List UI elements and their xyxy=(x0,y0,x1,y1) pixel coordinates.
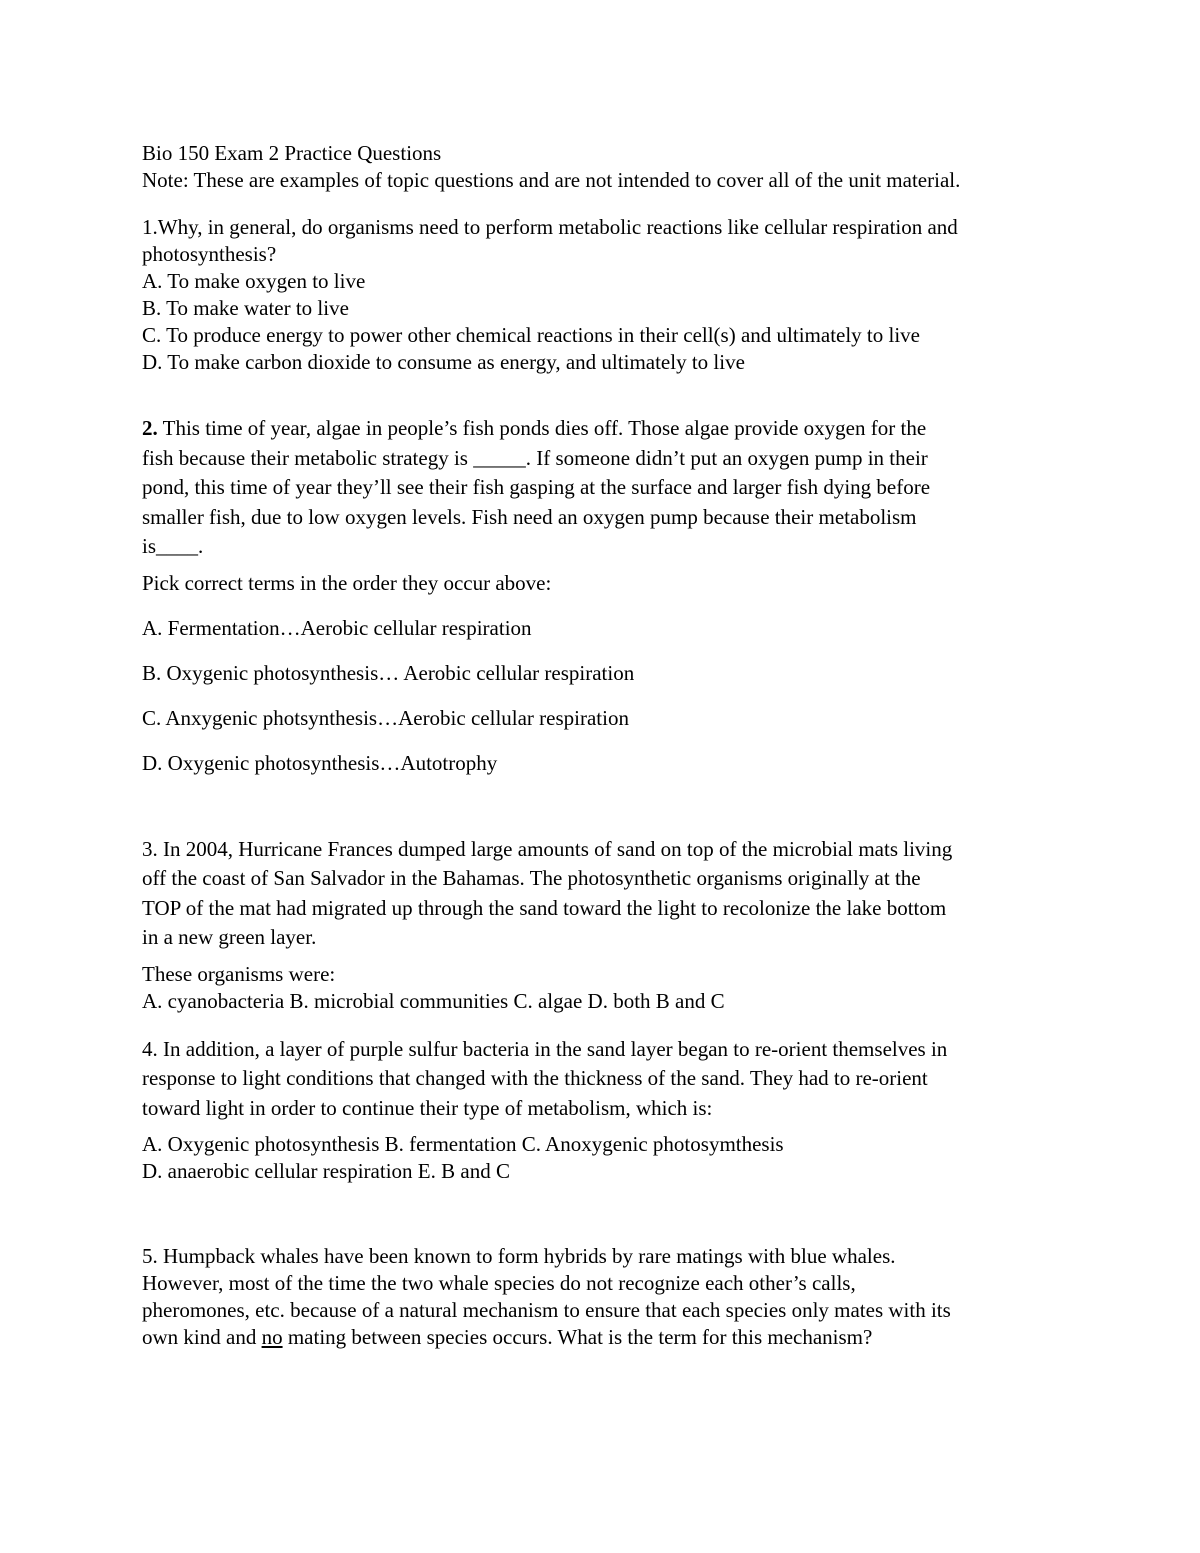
question-3 xyxy=(142,835,1082,1015)
document-title: Bio 150 Exam 2 Practice Questions xyxy=(142,141,442,165)
question-5 xyxy=(142,1243,1082,1351)
question-5-text-line-1: 5. Humpback whales have been known to form hybrids by rare matings with blue whales. xyxy=(142,1244,896,1268)
question-2-option-a: A. Fermentation…Aerobic cellular respiration xyxy=(142,615,532,640)
question-2 xyxy=(142,414,1082,777)
question-5-underlined-no: no xyxy=(261,1325,283,1349)
question-1-option-b: B. To make water to live xyxy=(142,296,349,320)
question-5-line-4-post: mating between species occurs. What is the term for this mechanism? xyxy=(282,1325,873,1349)
question-1-option-d: D. To make carbon dioxide to consume as energy, and ultimately to live xyxy=(142,350,745,374)
question-4-text-line-2: response to light conditions that changed with the thickness of the sand. They had to re-orient xyxy=(142,1066,928,1090)
question-5-text-line-4 xyxy=(142,1324,1082,1351)
question-2-option-b: B. Oxygenic photosynthesis… Aerobic cellular respiration xyxy=(142,660,635,685)
document-note: Note: These are examples of topic questions and are not intended to cover all of the unit material. xyxy=(142,168,961,192)
question-1-option-c: C. To produce energy to power other chemical reactions in their cell(s) and ultimately to live xyxy=(142,323,921,347)
question-2-text-line-1-body: This time of year, algae in people’s fish ponds dies off. Those algae provide oxygen for the xyxy=(157,416,927,440)
question-3-text-line-4: in a new green layer. xyxy=(142,925,317,949)
question-2-text-line-3: pond, this time of year they’ll see their fish gasping at the surface and larger fish dying before xyxy=(142,475,931,499)
question-4-options-line-2: D. anaerobic cellular respiration E. B and C xyxy=(142,1159,510,1183)
question-2-option-c: C. Anxygenic photsynthesis…Aerobic cellular respiration xyxy=(142,705,629,730)
question-4-text-line-3: toward light in order to continue their type of metabolism, which is: xyxy=(142,1095,713,1120)
question-2-text-line-2: fish because their metabolic strategy is _____. If someone didn’t put an oxygen pump in their xyxy=(142,445,928,470)
question-3-text-line-3: TOP of the mat had migrated up through the sand toward the light to recolonize the lake bottom xyxy=(142,895,947,920)
question-1-option-a: A. To make oxygen to live xyxy=(142,269,366,293)
question-3-prompt: These organisms were: xyxy=(142,961,336,986)
question-5-text-line-3: pheromones, etc. because of a natural mechanism to ensure that each species only mates with its xyxy=(142,1298,951,1322)
question-2-option-d: D. Oxygenic photosynthesis…Autotrophy xyxy=(142,750,498,775)
document-page xyxy=(142,140,1082,1351)
question-5-line-4-pre: own kind and xyxy=(142,1325,262,1349)
question-3-text-line-1: 3. In 2004, Hurricane Frances dumped large amounts of sand on top of the microbial mats living xyxy=(142,836,953,861)
question-5-text-line-2: However, most of the time the two whale species do not recognize each other’s calls, xyxy=(142,1271,856,1295)
question-2-number: 2. xyxy=(142,416,158,440)
question-4-text-line-1: 4. In addition, a layer of purple sulfur bacteria in the sand layer began to re-orient themselves in xyxy=(142,1036,948,1061)
question-2-prompt: Pick correct terms in the order they occur above: xyxy=(142,570,552,595)
question-2-text-line-1 xyxy=(142,414,1082,444)
question-4 xyxy=(142,1035,1082,1186)
question-1 xyxy=(142,214,1082,376)
question-3-text-line-2: off the coast of San Salvador in the Bahamas. The photosynthetic organisms originally at the xyxy=(142,866,921,890)
question-1-text-line-1: 1.Why, in general, do organisms need to perform metabolic reactions like cellular respiration and xyxy=(142,215,958,239)
question-4-options-line-1: A. Oxygenic photosynthesis B. fermentation C. Anoxygenic photosymthesis xyxy=(142,1132,784,1156)
question-2-text-line-5: is____. xyxy=(142,534,204,558)
question-2-text-line-4: smaller fish, due to low oxygen levels. Fish need an oxygen pump because their metabolism xyxy=(142,504,917,529)
question-1-text-line-2: photosynthesis? xyxy=(142,242,277,266)
question-3-options: A. cyanobacteria B. microbial communities C. algae D. both B and C xyxy=(142,988,725,1013)
